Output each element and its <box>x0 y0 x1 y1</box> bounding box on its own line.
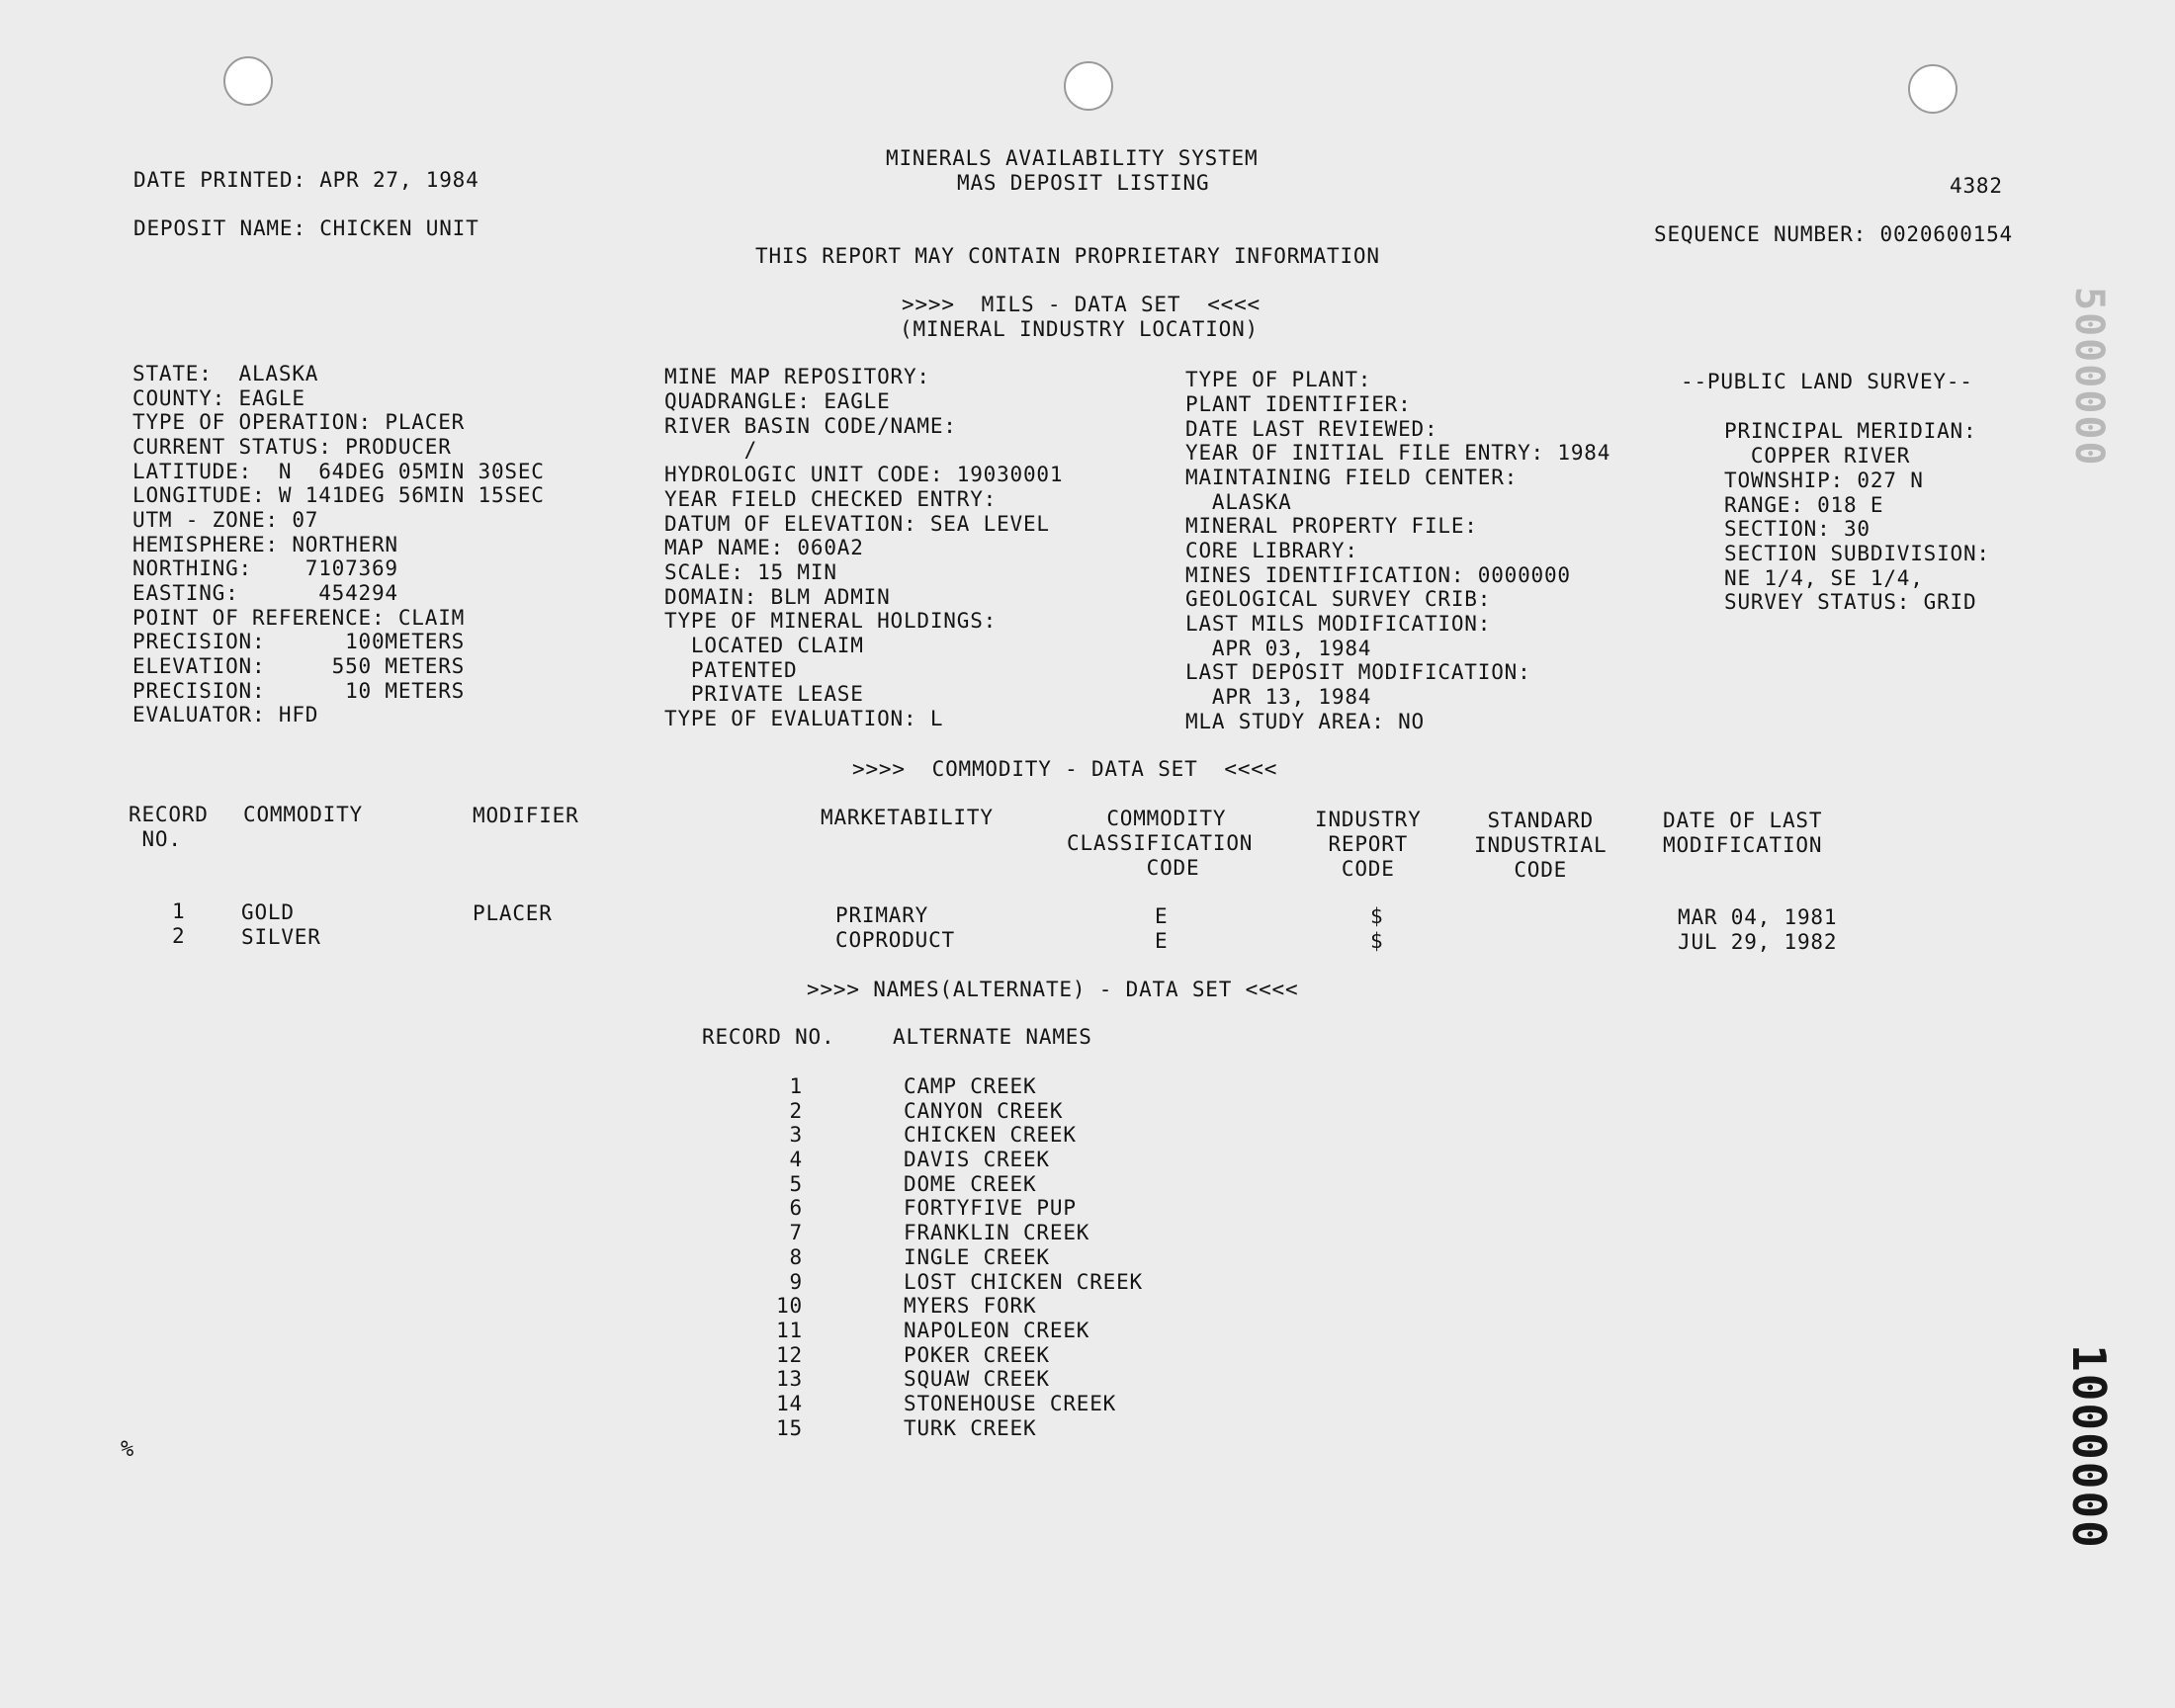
name-record-no: 2 <box>789 1099 803 1123</box>
name-record-no: 10 <box>776 1294 803 1318</box>
mils-field: LAST MILS MODIFICATION: <box>1185 612 1492 636</box>
name-record-no: 15 <box>776 1416 803 1440</box>
mils-field: TOWNSHIP: 027 N <box>1724 469 1924 492</box>
mils-field: LONGITUDE: W 141DEG 56MIN 15SEC <box>132 483 545 507</box>
mils-field: MINERAL PROPERTY FILE: <box>1185 514 1478 538</box>
names-header-alternate-names: ALTERNATE NAMES <box>893 1025 1092 1049</box>
sequence-number: SEQUENCE NUMBER: 0020600154 <box>1654 222 2013 246</box>
mils-field: TYPE OF MINERAL HOLDINGS: <box>664 609 998 633</box>
mils-field: DOMAIN: BLM ADMIN <box>664 585 891 609</box>
cell-last-modification: JUL 29, 1982 <box>1678 930 1838 954</box>
cell-record-no: 2 <box>172 924 186 948</box>
name-record-no: 11 <box>776 1319 803 1342</box>
mils-field: DATE LAST REVIEWED: <box>1185 417 1438 441</box>
page-number: 4382 <box>1950 174 2003 198</box>
header-marketability: MARKETABILITY <box>821 806 994 829</box>
mils-field: ELEVATION: 550 METERS <box>132 654 466 678</box>
mils-field: MAINTAINING FIELD CENTER: <box>1185 466 1519 489</box>
mils-field: TYPE OF EVALUATION: L <box>664 707 944 730</box>
punch-hole-left <box>223 56 273 106</box>
mils-field: PRINCIPAL MERIDIAN: <box>1724 419 1977 443</box>
mils-field: PATENTED <box>664 658 798 682</box>
mils-field: RANGE: 018 E <box>1724 493 1884 517</box>
mils-field: LOCATED CLAIM <box>664 634 864 657</box>
mils-field: RIVER BASIN CODE/NAME: <box>664 414 957 438</box>
sheet-stamp-number-top: 5000000 <box>2066 287 2112 468</box>
mils-field: COUNTY: EAGLE <box>132 386 305 410</box>
names-heading: >>>> NAMES(ALTERNATE) - DATA SET <<<< <box>807 978 1299 1001</box>
mils-field: HEMISPHERE: NORTHERN <box>132 533 398 556</box>
mils-field: SECTION: 30 <box>1724 517 1870 541</box>
header-record-no: RECORD NO. <box>129 803 209 851</box>
names-header-record-no: RECORD NO. <box>702 1025 835 1049</box>
alternate-name: NAPOLEON CREEK <box>904 1319 1090 1342</box>
name-record-no: 7 <box>789 1221 803 1244</box>
sheet-stamp-number-bottom: 1000000 <box>2062 1344 2116 1550</box>
mils-field: PRECISION: 10 METERS <box>132 679 466 703</box>
mils-field: SCALE: 15 MIN <box>664 560 837 584</box>
header-classification-code: COMMODITY CLASSIFICATION CODE <box>1067 807 1254 880</box>
alternate-name: DOME CREEK <box>904 1172 1037 1196</box>
mils-field: YEAR FIELD CHECKED ENTRY: <box>664 487 998 511</box>
mils-field: MINE MAP REPOSITORY: <box>664 365 930 388</box>
name-record-no: 8 <box>789 1245 803 1269</box>
name-record-no: 9 <box>789 1270 803 1294</box>
mils-field: NORTHING: 7107369 <box>132 556 398 580</box>
mils-field: SURVEY STATUS: GRID <box>1724 590 1977 614</box>
alternate-name: CANYON CREEK <box>904 1099 1064 1123</box>
mils-field: APR 03, 1984 <box>1185 637 1372 660</box>
name-record-no: 3 <box>789 1123 803 1147</box>
mils-field: EVALUATOR: HFD <box>132 703 319 726</box>
mils-field: APR 13, 1984 <box>1185 685 1372 709</box>
mils-field: TYPE OF PLANT: <box>1185 368 1372 391</box>
system-title: MINERALS AVAILABILITY SYSTEM <box>886 146 1259 170</box>
cell-class-code: E <box>1155 904 1169 928</box>
cell-record-no: 1 <box>172 899 186 923</box>
mils-field: PLANT IDENTIFIER: <box>1185 392 1412 416</box>
header-sic-code: STANDARD INDUSTRIAL CODE <box>1474 809 1608 882</box>
proprietary-notice: THIS REPORT MAY CONTAIN PROPRIETARY INFORMATION <box>755 244 1380 268</box>
report-title: MAS DEPOSIT LISTING <box>957 171 1210 195</box>
cell-industry-code: $ <box>1370 929 1384 953</box>
mils-field: MAP NAME: 060A2 <box>664 536 864 559</box>
mils-field: EASTING: 454294 <box>132 581 398 605</box>
mils-field: CURRENT STATUS: PRODUCER <box>132 435 452 459</box>
mils-field: GEOLOGICAL SURVEY CRIB: <box>1185 587 1492 611</box>
name-record-no: 13 <box>776 1367 803 1391</box>
deposit-name: DEPOSIT NAME: CHICKEN UNIT <box>133 216 479 240</box>
cell-marketability: PRIMARY <box>835 903 929 927</box>
header-modifier: MODIFIER <box>473 804 579 827</box>
cell-last-modification: MAR 04, 1981 <box>1678 905 1838 929</box>
cell-modifier: PLACER <box>473 901 553 925</box>
alternate-name: POKER CREEK <box>904 1343 1050 1367</box>
mils-field: CORE LIBRARY: <box>1185 539 1358 562</box>
name-record-no: 4 <box>789 1148 803 1171</box>
mils-field: HYDROLOGIC UNIT CODE: 19030001 <box>664 463 1064 486</box>
header-commodity: COMMODITY <box>243 803 363 826</box>
mils-field: PRECISION: 100METERS <box>132 630 466 653</box>
mils-field: NE 1/4, SE 1/4, <box>1724 566 1924 590</box>
cell-marketability: COPRODUCT <box>835 928 955 952</box>
mils-field: MLA STUDY AREA: NO <box>1185 710 1425 733</box>
cell-industry-code: $ <box>1370 904 1384 928</box>
footer-percent-mark: % <box>121 1437 134 1462</box>
name-record-no: 12 <box>776 1343 803 1367</box>
mils-field: MINES IDENTIFICATION: 0000000 <box>1185 563 1571 587</box>
name-record-no: 6 <box>789 1196 803 1220</box>
mils-field: / <box>664 438 758 462</box>
mils-field: TYPE OF OPERATION: PLACER <box>132 410 466 434</box>
name-record-no: 1 <box>789 1074 803 1098</box>
alternate-name: FORTYFIVE PUP <box>904 1196 1077 1220</box>
name-record-no: 14 <box>776 1392 803 1415</box>
mils-field: SECTION SUBDIVISION: <box>1724 542 1990 565</box>
mils-field: STATE: ALASKA <box>132 362 319 385</box>
mils-field: YEAR OF INITIAL FILE ENTRY: 1984 <box>1185 441 1611 465</box>
mils-field: ALASKA <box>1185 490 1292 514</box>
alternate-name: INGLE CREEK <box>904 1245 1050 1269</box>
cell-commodity: GOLD <box>241 900 295 924</box>
mils-subheading: (MINERAL INDUSTRY LOCATION) <box>900 317 1259 341</box>
cell-class-code: E <box>1155 929 1169 953</box>
mils-field: LATITUDE: N 64DEG 05MIN 30SEC <box>132 460 545 483</box>
punch-hole-center <box>1064 61 1113 111</box>
alternate-name: FRANKLIN CREEK <box>904 1221 1090 1244</box>
alternate-name: SQUAW CREEK <box>904 1367 1050 1391</box>
mils-field: QUADRANGLE: EAGLE <box>664 389 891 413</box>
header-last-modification: DATE OF LAST MODIFICATION <box>1663 809 1823 857</box>
mils-field: UTM - ZONE: 07 <box>132 508 319 532</box>
punch-hole-right <box>1908 64 1958 114</box>
alternate-name: STONEHOUSE CREEK <box>904 1392 1117 1415</box>
cell-commodity: SILVER <box>241 925 321 949</box>
header-industry-report-code: INDUSTRY REPORT CODE <box>1315 808 1422 881</box>
name-record-no: 5 <box>789 1172 803 1196</box>
commodity-heading: >>>> COMMODITY - DATA SET <<<< <box>852 757 1278 781</box>
alternate-name: MYERS FORK <box>904 1294 1037 1318</box>
alternate-name: CHICKEN CREEK <box>904 1123 1077 1147</box>
date-printed: DATE PRINTED: APR 27, 1984 <box>133 168 479 192</box>
mils-field: COPPER RIVER <box>1724 444 1911 468</box>
alternate-name: CAMP CREEK <box>904 1074 1037 1098</box>
land-survey-heading: --PUBLIC LAND SURVEY-- <box>1681 370 1973 393</box>
mils-field: DATUM OF ELEVATION: SEA LEVEL <box>664 512 1050 536</box>
mils-field: LAST DEPOSIT MODIFICATION: <box>1185 660 1531 684</box>
alternate-name: DAVIS CREEK <box>904 1148 1050 1171</box>
alternate-name: TURK CREEK <box>904 1416 1037 1440</box>
mils-field: PRIVATE LEASE <box>664 682 864 706</box>
mils-heading: >>>> MILS - DATA SET <<<< <box>902 293 1261 316</box>
alternate-name: LOST CHICKEN CREEK <box>904 1270 1143 1294</box>
mils-field: POINT OF REFERENCE: CLAIM <box>132 606 466 630</box>
